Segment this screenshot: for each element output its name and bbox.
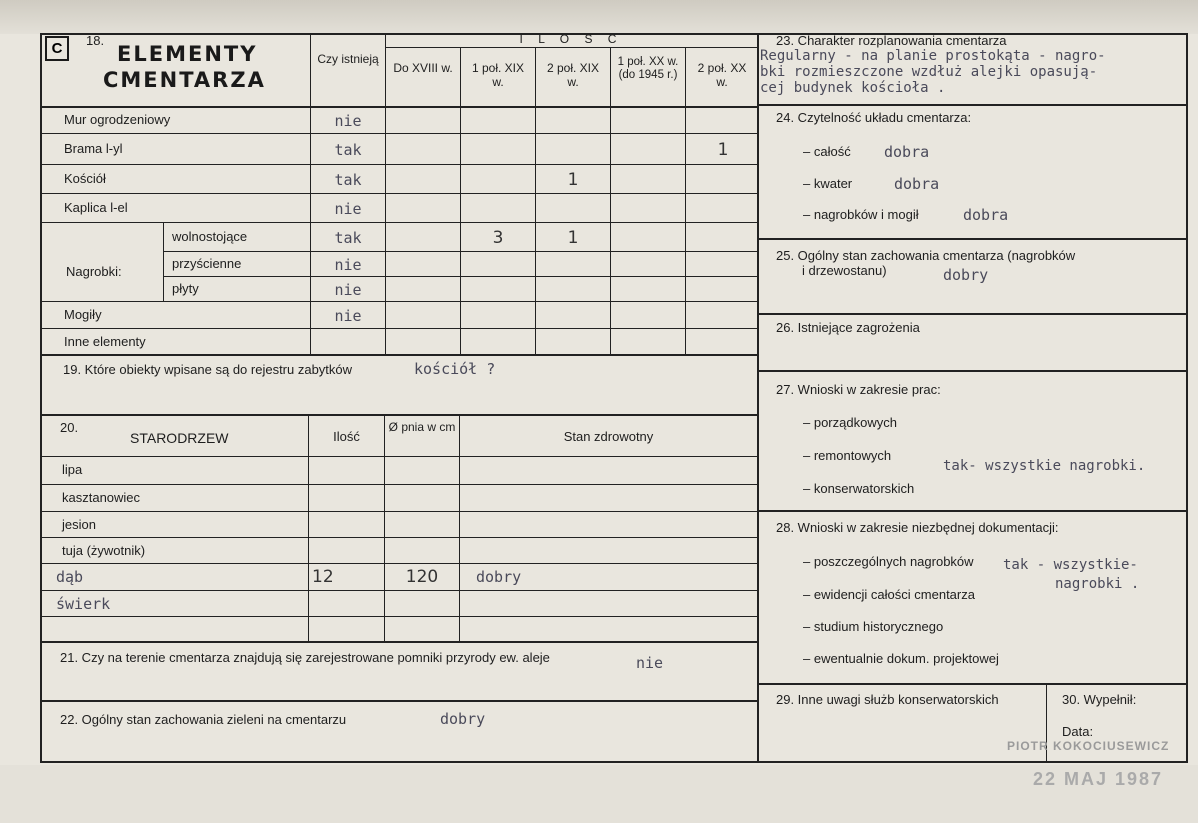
element-row-label: Kościół [64,171,106,186]
section-19-label: 19. Które obiekty wpisane są do rejestru zabytków [63,362,353,377]
period-header-3: 2 poł. XIX w. [546,61,600,89]
section-20-title: STARODRZEW [130,430,229,446]
element-row-label: wolnostojące [172,229,248,244]
section-20-number: 20. [60,420,79,435]
element-row-label: Mur ogrodzeniowy [64,112,171,127]
col-diameter-header: Ø pnia w cm [388,420,456,434]
s28-item-1: – poszczególnych nagrobków [803,554,974,569]
section-letter-box: C [45,36,69,61]
section-30-date-label: Data: [1062,724,1094,739]
section-30-label: 30. Wypełnił: [1062,692,1137,707]
card-top-edge [0,0,1198,34]
section-25-label-line2: i drzewostanu) [802,263,887,278]
element-row-label: przyścienne [172,256,242,271]
element-row-label: płyty [172,281,199,296]
tree-row-name: dąb [56,568,84,586]
section-23-label: 23. Charakter rozplanowania cmentarza [776,33,1007,48]
section-23-line-2: bki rozmieszczone wzdłuż alejki opasują- [760,64,1098,80]
section-18-number: 18. [86,33,105,48]
period-header-1: Do XVIII w. [393,61,453,75]
section-28-value-line1: tak - wszystkie- [1003,557,1138,573]
s24-item-1-label: – całość [803,144,851,159]
section-28-label: 28. Wnioski w zakresie niezbędnej dokumentacji: [776,520,1059,535]
section-27-label: 27. Wnioski w zakresie prac: [776,382,941,397]
section-18-title-line1: ELEMENTY [117,42,258,66]
section-29-label: 29. Inne uwagi służb konserwatorskich [776,692,999,707]
section-28-value-line2: nagrobki . [1055,576,1140,592]
section-26-label: 26. Istniejące zagrożenia [776,320,920,335]
period-header-2: 1 poł. XIX w. [471,61,525,89]
section-23-line-3: cej budynek kościoła . [760,80,946,96]
tree-row-name: świerk [56,595,111,613]
tree-row-diameter: 120 [405,567,439,587]
ilosc-header: I L O S C [519,32,623,46]
name-stamp: PIOTR KOKOCIUSEWICZ [1007,739,1170,753]
element-row-count: 1 [567,169,579,190]
section-18-title-line2: CMENTARZA [103,68,266,92]
element-row-exists: nie [334,111,362,130]
section-23-line-1: Regularny - na planie prostokąta - nagro- [760,48,1106,64]
element-row-label: Brama l-yl [64,141,123,156]
card-bottom-margin [0,765,1198,823]
section-27-value: tak- wszystkie nagrobki. [943,458,1146,474]
element-row-label: Inne elementy [64,333,146,349]
element-row-count: 1 [567,227,579,248]
section-21-label: 21. Czy na terenie cmentarza znajdują się zarejestrowane pomniki przyrody ew. aleje [60,650,550,665]
tree-row-name: kasztanowiec [62,490,141,505]
element-row-exists: nie [334,255,362,274]
tree-row-health: dobry [476,568,522,586]
section-19-value: kościół ? [414,360,496,378]
element-row-count: 1 [717,139,729,160]
s24-item-1-value: dobra [884,143,930,161]
section-24-label: 24. Czytelność układu cmentarza: [776,110,972,125]
tree-row-name: tuja (żywotnik) [62,543,146,558]
element-row-exists: tak [334,170,362,189]
section-25-value: dobry [943,266,989,284]
s28-item-2: – ewidencji całości cmentarza [803,587,975,602]
tree-row-name: jesion [62,517,96,532]
s28-item-4: – ewentualnie dokum. projektowej [803,651,999,666]
s24-item-3-label: – nagrobków i mogił [803,207,919,222]
element-row-label: Kaplica l-el [64,200,128,215]
period-header-4: 1 poł. XX w. (do 1945 r.) [617,56,679,82]
element-row-exists: nie [334,199,362,218]
period-header-5: 2 poł. XX w. [697,61,747,89]
element-row-label: Mogiły [64,307,102,322]
s27-item-2: – remontowych [803,448,892,463]
tree-row-qty: 12 [312,567,334,587]
col-health-header: Stan zdrowotny [563,429,654,444]
tree-row-name: lipa [62,462,83,477]
section-22-label: 22. Ogólny stan zachowania zieleni na cmentarzu [60,712,347,727]
s27-item-1: – porządkowych [803,415,897,430]
s24-item-2-value: dobra [894,175,940,193]
col-qty-header: Ilość [333,429,360,444]
section-21-value: nie [636,654,664,672]
element-row-exists: tak [334,228,362,247]
s27-item-3: – konserwatorskich [803,481,915,496]
element-row-exists: nie [334,306,362,325]
col-exists-header: Czy istnieją [317,52,379,66]
nagrobki-group-label: Nagrobki: [66,264,122,279]
element-row-exists: tak [334,140,362,159]
s24-item-3-value: dobra [963,206,1009,224]
section-22-value: dobry [440,710,486,728]
s28-item-3: – studium historycznego [803,619,944,634]
element-row-exists: nie [334,280,362,299]
element-row-count: 3 [492,227,504,248]
date-stamp: 22 MAJ 1987 [1033,769,1164,789]
s24-item-2-label: – kwater [803,176,853,191]
section-25-label-line1: 25. Ogólny stan zachowania cmentarza (nagrobków [776,248,1076,263]
